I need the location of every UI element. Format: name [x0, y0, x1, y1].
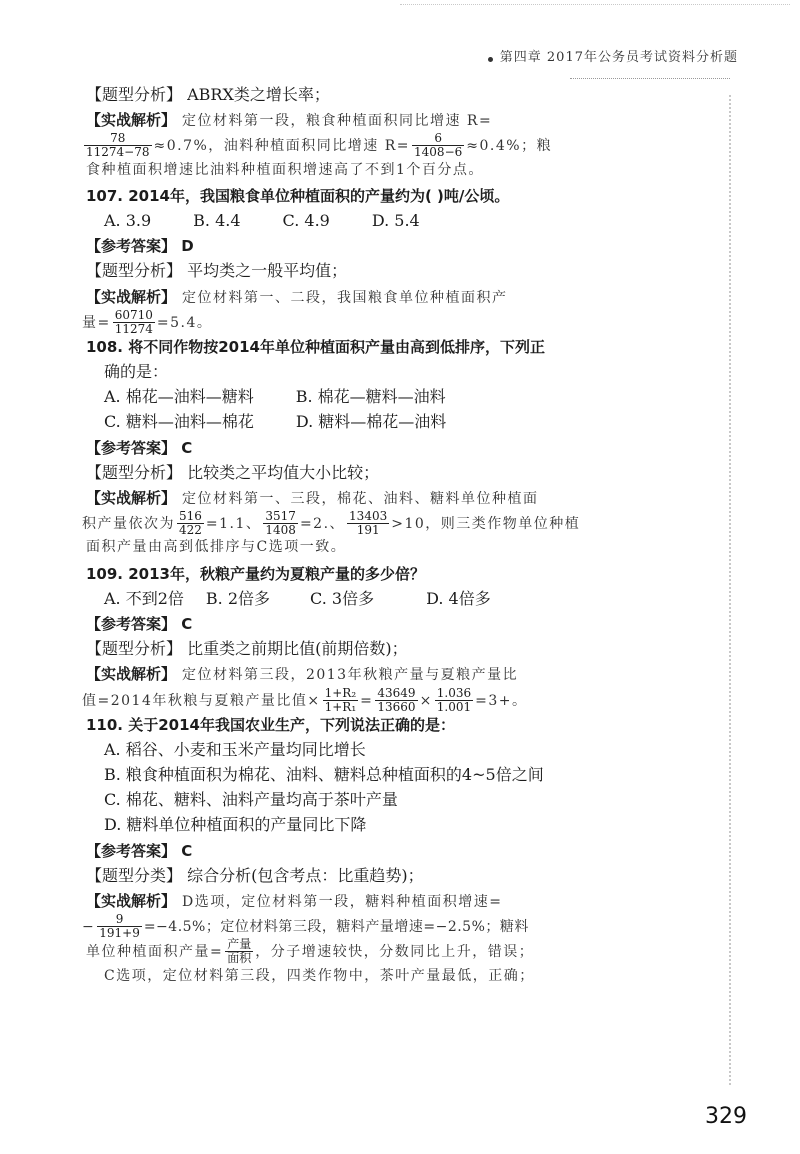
options-108-row1: A. 棉花—油料—糖料 B. 棉花—糖料—油料 — [104, 387, 446, 407]
line-solution-conclusion: 食种植面积增速比油料种植面积增速高了不到1个百分点。 — [86, 161, 484, 178]
question-110: 110. 关于2014年我国农业生产，下列说法正确的是： — [86, 715, 455, 734]
type-107: 【题型分析】 平均类之一般平均值； — [86, 261, 348, 281]
running-header — [500, 46, 738, 65]
answer-109: 【参考答案】 C — [86, 614, 193, 633]
header-text: 第四章 2017年公务员考试资料分析题 — [499, 50, 738, 65]
line-analysis-type: 【题型分析】 ABRX类之增长率； — [86, 85, 330, 104]
solution-108: 【实战解析】 定位材料第一、三段，棉花、油料、糖料单位种植面 — [86, 489, 539, 507]
fraction: $\frac{6}{1408-6}$ — [414, 131, 463, 160]
solution-110-formula-1: − $\frac{9}{191+9}$ =−4.5%；定位材料第三段，糖料产量增速=−2.5%；糖料 — [82, 912, 529, 941]
fraction: $\frac{60710}{11274}$ — [114, 307, 153, 336]
fraction: $\frac{\text{产量}}{\text{面积}}$ — [227, 937, 252, 966]
margin-decoration — [729, 95, 731, 1085]
question-108-cont: 确的是： — [104, 362, 169, 382]
page-number: 329 — [705, 1104, 747, 1129]
line-solution: 【实战解析】 定位材料第一段，粮食种植面积同比增速 R= — [86, 111, 493, 130]
fraction: $\frac{\text{1+R₂}}{\text{1+R₁}}$ — [324, 685, 357, 714]
answer-107: 【参考答案】 D — [86, 237, 194, 256]
question-107: 107. 2014年，我国粮食单位种植面积的产量约为( )吨/公顷。 — [86, 186, 510, 205]
type-108: 【题型分析】 比较类之平均值大小比较； — [86, 462, 380, 482]
fraction: $\frac{3517}{1408}$ — [265, 509, 296, 538]
option-110-c: C. 棉花、糖料、油料产量均高于茶叶产量 — [104, 790, 398, 810]
option-110-a: A. 稻谷、小麦和玉米产量均同比增长 — [104, 739, 366, 759]
answer-108: 【参考答案】 C — [86, 438, 193, 457]
solution-109: 【实战解析】 定位材料第三段，2013年秋粮产量与夏粮产量比 — [86, 665, 519, 684]
solution-107: 【实战解析】 定位材料第一、二段，我国粮食单位种植面积产 — [86, 287, 508, 306]
fraction: $\frac{78}{11274-78}$ — [86, 131, 150, 160]
page-body — [82, 82, 718, 989]
solution-107-formula: 量= $\frac{60710}{11274}$ =5.4。 — [82, 307, 213, 336]
question-109: 109. 2013年，秋粮产量约为夏粮产量的多少倍？ — [86, 564, 425, 583]
fraction: $\frac{13403}{191}$ — [349, 509, 388, 538]
question-108: 108. 将不同作物按2014年单位种植面积产量由高到低排序，下列正 — [86, 337, 545, 356]
solution-110-option-c: C选项，定位材料第三段，四类作物中，茶叶产量最低，正确； — [104, 967, 535, 984]
answer-110: 【参考答案】 C — [86, 841, 193, 860]
scan-noise-top — [400, 4, 790, 11]
option-110-d: D. 糖料单位种植面积的产量同比下降 — [104, 815, 367, 835]
fraction: $\frac{1.036}{1.001}$ — [436, 685, 472, 714]
options-108-row2: C. 糖料—油料—棉花 D. 糖料—棉花—油料 — [104, 412, 447, 432]
fraction: $\frac{43649}{13660}$ — [377, 685, 416, 714]
solution-110-formula-2: 单位种植面积产量= $\frac{\text{产量}}{\text{面积}}$ ，分子增速较快，分数同比上升，错误； — [86, 937, 535, 966]
solution-108-formula: 积产量依次为 $\frac{516}{422}$ =1.1、 $\frac{3517}{1408}$ =2.、 $\frac{13403}{191}$ >10，则三类作物单位种植 — [82, 509, 581, 538]
solution-108-conclusion: 面积产量由高到低排序与C选项一致。 — [86, 539, 347, 556]
line-solution-formula: $\frac{78}{11274-78}$ ≈0.7%，油料种植面积同比增速 R= $\frac{6}{1408-6}$ ≈0.4%；粮 — [86, 131, 553, 160]
options-107: A. 3.9 B. 4.4 C. 4.9 D. 5.4 — [104, 210, 420, 230]
bullet-icon — [488, 57, 493, 62]
type-109: 【题型分析】 比重类之前期比值(前期倍数)； — [86, 639, 408, 659]
type-110: 【题型分类】 综合分析(包含考点：比重趋势)； — [86, 865, 424, 885]
options-109: A. 不到2倍 B. 2倍多 C. 3倍多 D. 4倍多 — [104, 588, 491, 608]
solution-110: 【实战解析】 D选项，定位材料第一段，糖料种植面积增速= — [86, 892, 503, 910]
solution-109-formula: 值=2014年秋粮与夏粮产量比值× $\frac{\text{1+R₂}}{\text{1+R₁}}$ = $\frac{43649}{13660}$ × $\frac{1.036}{1.001}$ =3+。 — [82, 685, 528, 714]
fraction: $\frac{9}{191+9}$ — [99, 912, 140, 941]
option-110-b: B. 粮食种植面积为棉花、油料、糖料总种植面积的4~5倍之间 — [104, 765, 544, 785]
fraction: $\frac{516}{422}$ — [179, 509, 202, 538]
header-rule — [570, 78, 730, 79]
